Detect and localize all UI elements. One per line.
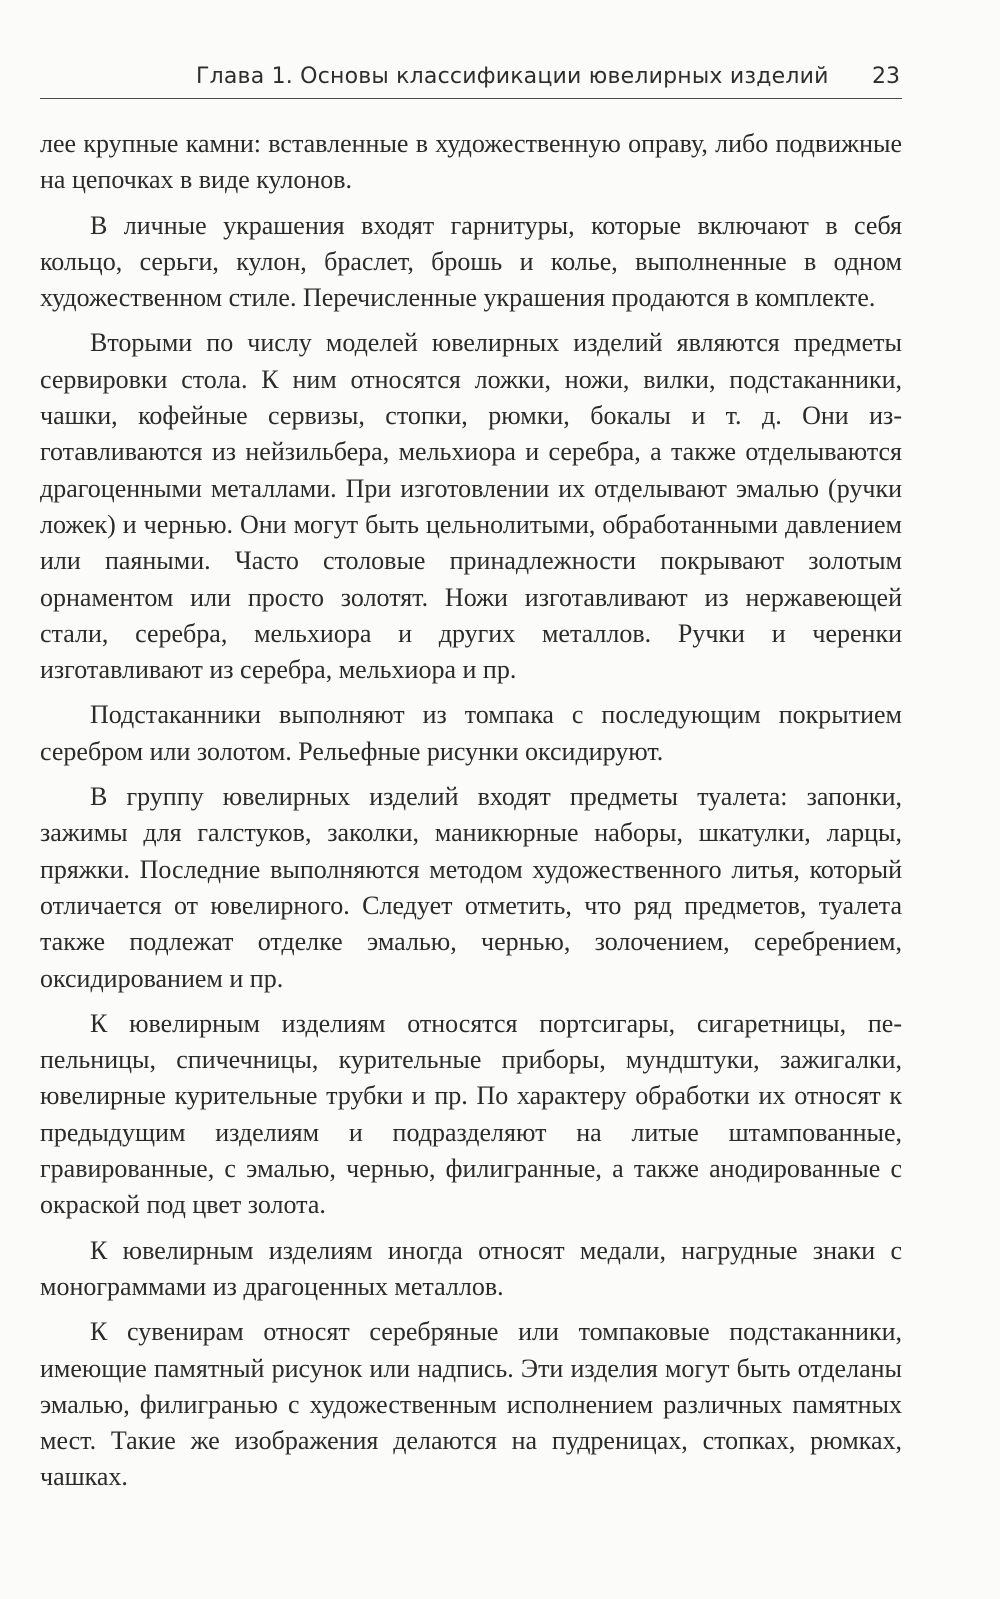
paragraph-personal-jewelry: В личные украшения входят гарнитуры, которые включают в себя кольцо, серьги, кулон, браслет, брошь и колье, выполненные в одном художественном стиле. Перечисленные украшения продаются в комплекте. [40, 210, 902, 313]
paragraph-smoking-items: К ювелирным изделиям относятся портсигары, сигаретницы, пепельницы, спичечницы, курительные приборы, мундштуки, зажигалки, ювелирные курительные трубки и пр. По характеру обработки их относят к предыдущим изделиям и подразделяют на литые штампованные, гравированные, с эмалью, чернью, филигранные, а также анодированные с окраской под цвет золота. [40, 1008, 902, 1220]
body-text [40, 126, 902, 1505]
page-number: 23 [872, 64, 900, 89]
paragraph-continued: лее крупные камни: вставленные в художественную оправу, либо подвижные на цепочках в виде кулонов. [40, 129, 902, 195]
running-title: Глава 1. Основы классификации ювелирных изделий [196, 64, 829, 89]
paragraph-toiletries: В группу ювелирных изделий входят предметы туалета: запонки, зажимы для галстуков, заколки, маникюрные наборы, шкатулки, ларцы, пряжки. Последние выполняются методом художественного литья, который отличается от ювелирного. Следует отметить, что ряд предметов, туалета также подлежат отделке эмалью, чернью, золочением, серебрением, оксидированием и пр. [40, 782, 902, 993]
paragraph-tableware: Вторыми по числу моделей ювелирных изделий являются предметы сервировки стола. К ним относятся ложки, ножи, вилки, подстаканники, чашки, кофейные сервизы, стопки, рюмки, бокалы и т. д. Они изготавливаются из нейзильбера, мельхиора и серебра, а также отделываются драгоценными металлами. При изготовлении их отделывают эмалью (ручки ложек) и чернью. Они могут быть цельнолитыми, обработанными давлением или паяными. Часто столовые принадлежности покрывают золотым орнаментом или просто золотят. Ножи изготавливают из нержавеющей стали, серебра, мельхиора и других металлов. Ручки и черенки изготавливают из серебра, мельхиора и пр. [40, 328, 902, 685]
paragraph-medals: К ювелирным изделиям иногда относят медали, нагрудные знаки с монограммами из драгоценных металлов. [40, 1235, 902, 1301]
paragraph-souvenirs: К сувенирам относят серебряные или томпаковые подстаканники, имеющие памятный рисунок или надпись. Эти изделия могут быть отделаны эмалью, филигранью с художественным исполнением различных памятных мест. Такие же изображения делаются на пудреницах, стопках, рюмках, чашках. [40, 1317, 902, 1492]
running-head [40, 58, 902, 99]
paragraph-glass-holders: Подстаканники выполняют из томпака с последующим покрытием серебром или золотом. Рельефные рисунки оксидируют. [40, 700, 902, 766]
